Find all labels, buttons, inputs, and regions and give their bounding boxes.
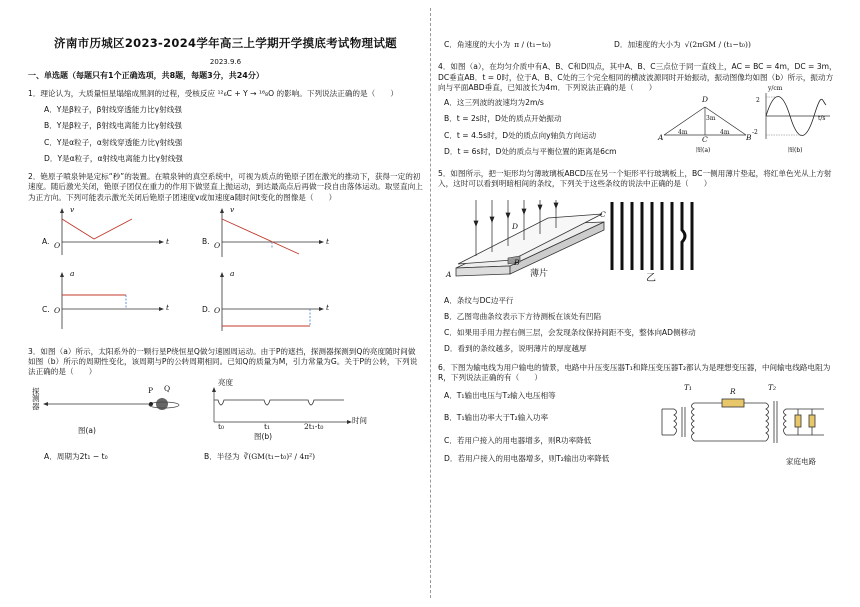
point-a-label: A (658, 133, 664, 142)
graph-d-origin: O (214, 305, 221, 315)
star-q-label: Q (164, 383, 171, 393)
question-4-option-b: B．t = 2s时，D处的质点开始振动 (444, 114, 562, 124)
y-min-tick: -2 (752, 129, 758, 136)
question-4-option-d: D．t = 6s时，D处的质点与平衡位置的距离是6cm (444, 146, 617, 156)
question-3-option-c (444, 40, 614, 50)
graph-c-a-axis: a (70, 268, 75, 278)
length-bc: 4m (720, 129, 730, 136)
question-2-graphs (28, 204, 423, 337)
point-c-label: C (702, 135, 708, 144)
point-d-label: D (702, 95, 709, 104)
graph-c-t-axis: t (166, 302, 170, 312)
plate-corner-a: A (446, 269, 452, 279)
home-circuit-label: 家庭电路 (786, 457, 816, 466)
question-5-option-d: D．看到的条纹越多，说明薄片的厚度越厚 (444, 344, 587, 354)
graph-a-v-axis: v (70, 204, 75, 214)
question-5-figure (438, 196, 838, 290)
question-2-stem: 2．铯原子喷泉钟是定标“秒”的装置。在喷泉钟的真空系统中，可视为质点的铯原子团在激光的推动下，获得一定的初速度。随后激光关闭，铯原子团仅在重力的作用下做竖直上抛运动，到达最高点后再做一段自由落体运动。取竖直向上为正方向。下列可能表示激光关闭后铯原子团速度v或加速度a随时间t变化的图像是（ ） (28, 172, 423, 202)
question-3-option-a: A．周期为2t₁ − t₀ (44, 451, 108, 461)
question-3-figures (28, 377, 423, 444)
plate-corner-d: D (512, 221, 519, 231)
question-1-option-a: A．Y是β粒子，β射线穿透能力比γ射线强 (44, 105, 182, 114)
interference-fringes (608, 202, 698, 272)
option-c-formula: π / (t₁−t₀) (514, 40, 551, 49)
question-5-option-c: C．如果用手用力捏右侧三层，会发现条纹保持间距不变，整体向AD侧移动 (444, 328, 696, 337)
option-b-formula: ∛(GM(t₁−t₀)² / 4π²) (243, 451, 316, 461)
detector-label: 探测器 (32, 386, 40, 412)
question-6-option-c: C．若用户接入的用电器增多，则R功率降低 (444, 435, 592, 445)
graph-d-a-axis: a (230, 268, 235, 278)
question-3-stem: 3．如图（a）所示，太阳系外的一颗行星P绕恒星Q做匀速圆周运动。由于P的遮挡，探测器探测到Q的亮度随时间做如图（b）所示的周期性变化，该周期与P的公转周期相同。已知Q的质量为M，引力常量为G。关于P的公转，下列说法正确的是（ ） (28, 346, 418, 377)
graph-b-t-axis: t (326, 236, 330, 246)
length-dc: 3m (706, 115, 716, 122)
graph-d-t-axis: t (326, 302, 330, 312)
option-d-formula: √(2πGM / (t₁−t₀)) (684, 40, 751, 49)
figure-4b-caption: 图(b) (788, 147, 803, 154)
question-3-option-d (614, 40, 751, 50)
length-ac: 4m (678, 129, 688, 136)
tick-t1: t₁ (264, 421, 271, 431)
question-4-stem: 4．如图（a），在均匀介质中有A、B、C和D四点，其中A、B、C三点位于同一直线上，AC = BC = 4m，DC = 3m，DC垂直AB．t = 0时，位于A、B、C处的三个完全相同的横波波源同时开始振动，振动图像均如图（b）所示，振动方向与平面ABD垂直，已知波长为4m．下列说法正确的是（ ） (438, 62, 837, 92)
option-d-prefix: D．加速度的大小为 (614, 40, 681, 49)
graph-a-label: A. (42, 236, 50, 246)
question-3-options-ab (28, 452, 423, 462)
question-1-stem: 1．理论认为，大质量恒星塌缩成黑洞的过程，受核反应 ¹²₆C + Y → ¹⁶₈O 的影响。下列说法正确的是（ ） (28, 88, 398, 98)
plate-corner-b: B (514, 257, 520, 267)
graph-b-origin: O (214, 240, 221, 250)
question-5-stem: 5．如图所示，把一矩形均匀薄玻璃板ABCD压在另一个矩形平行玻璃板上，BC一侧用薄片垫起，将红单色光从上方射入，这时可以看到明暗相间的条纹，下列关于这些条纹的说法中正确的是（ ） (438, 169, 832, 189)
question-1-option-d: D．Y是α粒子，α射线电离能力比γ射线强 (44, 153, 183, 163)
question-4-option-a: A．这三列波的波速均为2m/s (444, 98, 544, 107)
exam-title: 济南市历城区2023-2024学年高三上学期开学摸底考试物理试题 (54, 36, 397, 50)
point-b-label: B (746, 133, 752, 142)
tick-2t1-t0: 2t₁-t₀ (304, 421, 324, 431)
question-3-options-cd (438, 40, 838, 50)
exam-date: 2023.9.6 (209, 57, 242, 66)
question-1-option-b: B．Y是β粒子，β射线电离能力比γ射线强 (44, 121, 182, 131)
option-c-prefix: C．角速度的大小为 (444, 40, 511, 49)
transformer-t1-label: T₁ (684, 383, 693, 392)
question-6-option-b: B．T₁输出功率大于T₂输入功率 (444, 413, 549, 423)
question-6-option-a: A．T₁输出电压与T₂输入电压相等 (444, 391, 556, 400)
question-4-block (438, 85, 838, 163)
figure-4a-caption: 图(a) (696, 147, 711, 154)
resistor-r-label: R (730, 387, 736, 396)
option-b-prefix: B．半径为 (204, 451, 240, 461)
transmission-circuit (658, 389, 828, 459)
graph-a-origin: O (54, 240, 61, 250)
transformer-t2-label: T₂ (768, 383, 777, 392)
graph-d-label: D. (202, 304, 211, 314)
question-6-stem: 6．下图为输电线为用户输电的情景，电路中升压变压器T₁和降压变压器T₂都认为是理想变压器，中间输电线路电阻为R，下列说法正确的有（ ） (438, 362, 831, 382)
graph-c-label: C. (42, 304, 50, 314)
left-column (28, 0, 423, 462)
time-axis-label: 时间 (352, 415, 367, 425)
plate-corner-c: C (600, 209, 606, 219)
question-3-option-b (204, 452, 315, 462)
figure-3a-star-planet (42, 383, 202, 426)
tick-t0: t₀ (218, 421, 225, 431)
question-6-option-d: D．若用户接入的用电器增多，则T₂输出功率降低 (444, 453, 610, 463)
graph-d-a-t (214, 268, 334, 333)
shim-label: 薄片 (530, 268, 549, 279)
figure-3b-brightness-curve (204, 386, 354, 426)
figure-yi-caption: 乙 (646, 272, 656, 284)
question-6-block (438, 385, 838, 475)
graph-c-origin: O (54, 305, 61, 315)
graph-b-label: B. (202, 236, 210, 246)
t-s-axis-label: t/s (818, 115, 826, 122)
figure-3b-caption: 图(b) (254, 431, 273, 441)
question-1-option-c: C．Y是α粒子，α射线穿透能力比γ射线强 (44, 137, 183, 147)
graph-a-t-axis: t (166, 236, 170, 246)
brightness-axis-label: 亮度 (218, 377, 233, 387)
graph-b-v-t (214, 204, 334, 262)
y-max-tick: 2 (756, 97, 760, 104)
right-column (438, 0, 838, 475)
graph-b-v-axis: v (230, 204, 235, 214)
figure-3a-caption: 图(a) (78, 425, 96, 435)
graph-c-a-t (54, 268, 174, 331)
y-cm-axis-label: y/cm (768, 85, 783, 92)
column-divider (430, 8, 431, 598)
glass-plates-diagram (448, 196, 608, 286)
question-5-option-a: A．条纹与DC边平行 (444, 295, 514, 305)
question-5-option-b: B．乙图弯曲条纹表示下方待测板在该处有凹陷 (444, 311, 602, 321)
section-heading: 一、单选题（每题只有1个正确选项，共8题，每题3分，共24分） (28, 70, 264, 80)
question-4-option-c: C．t = 4.5s时，D处的质点向y轴负方向运动 (444, 130, 597, 140)
planet-p-label: P (148, 385, 154, 395)
graph-a-v-t (54, 204, 174, 262)
